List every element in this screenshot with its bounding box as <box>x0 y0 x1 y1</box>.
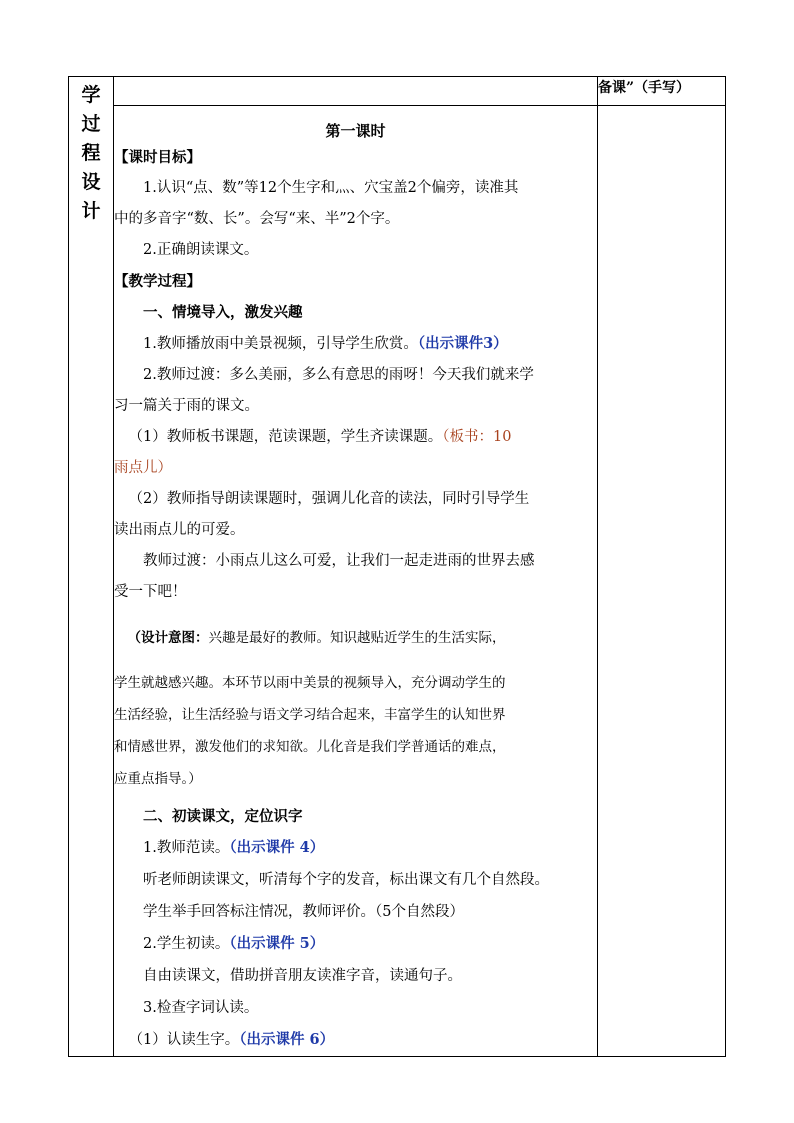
side-char: 程 <box>81 142 101 164</box>
section-2-step-1-desc: 听老师朗读课文，听清每个字的发音，标出课文有几个自然段。 <box>143 872 549 888</box>
design-intent-line1 <box>114 622 597 654</box>
step-text: 2.学生初读。 <box>143 936 230 952</box>
side-char: 学 <box>81 84 101 106</box>
side-label-cell <box>69 77 114 1057</box>
lesson-title: 第一课时 <box>325 122 386 140</box>
section-2-step-3: 3.检查字词认读。 <box>143 1000 259 1016</box>
section-2-step-1 <box>114 832 597 864</box>
side-char: 过 <box>81 113 101 135</box>
section-1-step-1 <box>114 328 597 360</box>
design-intent-line3: 生活经验，让生活经验与语文学习结合起来，丰富学生的认知世界 <box>114 707 506 723</box>
courseware-tag: （出示课件 4） <box>229 839 325 856</box>
section-1-step-2-line1: 2.教师过渡：多么美丽，多么有意思的雨呀！今天我们就来学 <box>143 367 534 383</box>
lesson-plan-table <box>68 76 726 1057</box>
section-1-sub-2-line2: 读出雨点儿的可爱。 <box>114 522 245 538</box>
board-note-line2: 雨点儿） <box>114 460 172 476</box>
goal-2: 2.正确朗读课文。 <box>143 242 259 258</box>
side-label <box>69 77 113 226</box>
section-2-sub-1 <box>114 1024 597 1056</box>
step-text: 1.教师播放雨中美景视频，引导学生欣赏。 <box>143 336 418 352</box>
transition-line2: 受一下吧！ <box>114 584 187 600</box>
section-2-title: 二、初读课文，定位识字 <box>143 808 303 825</box>
section-2-step-1-result: 学生举手回答标注情况，教师评价。（5个自然段） <box>143 904 464 920</box>
goal-1-line1: 1.认识“点、数”等12个生字和灬、穴宝盖2个偏旁，读准其 <box>143 180 519 196</box>
design-intent-line5: 应重点指导。） <box>114 771 202 787</box>
design-label: （设计意图： <box>127 629 209 646</box>
board-note: （板书：10 <box>442 429 512 445</box>
notes-header: 备课”（手写） <box>598 77 726 106</box>
section-1-title: 一、情境导入，激发兴趣 <box>143 304 303 321</box>
step-text: 1.教师范读。 <box>143 840 230 856</box>
lesson-content-cell <box>114 106 598 1057</box>
side-char: 计 <box>81 200 101 222</box>
section-1-sub-1 <box>114 422 597 453</box>
courseware-tag: （出示课件3） <box>417 335 508 352</box>
section-1-step-2-line2: 习一篇关于雨的课文。 <box>114 398 259 414</box>
transition-line1: 教师过渡：小雨点儿这么可爱，让我们一起走进雨的世界去感 <box>143 553 535 569</box>
section-1-sub-2-line1: （2）教师指导朗读课题时，强调儿化音的读法，同时引导学生 <box>128 491 530 507</box>
step-text: （1）教师板书课题，范读课题，学生齐读课题。 <box>128 429 443 445</box>
goals-heading: 【课时目标】 <box>114 149 201 166</box>
section-2-step-2-desc: 自由读课文，借助拼音朋友读准字音，读通句子。 <box>143 968 462 984</box>
notes-body-cell <box>598 106 726 1057</box>
process-heading: 【教学过程】 <box>114 273 201 290</box>
step-text: （1）认读生字。 <box>128 1032 240 1048</box>
section-2-step-2 <box>114 928 597 960</box>
main-header-cell <box>114 77 598 106</box>
courseware-tag: （出示课件 6） <box>239 1031 335 1048</box>
design-intent-line2: 学生就越感兴趣。本环节以雨中美景的视频导入，充分调动学生的 <box>114 675 506 691</box>
goal-1-line2: 中的多音字“数、长”。会写“来、半”2个字。 <box>114 211 400 227</box>
design-intent-line4: 和情感世界，激发他们的求知欲。儿化音是我们学普通话的难点， <box>114 739 506 755</box>
side-char: 设 <box>81 171 101 193</box>
courseware-tag: （出示课件 5） <box>229 935 325 952</box>
design-text: 兴趣是最好的教师。知识越贴近学生的生活实际， <box>208 629 506 646</box>
